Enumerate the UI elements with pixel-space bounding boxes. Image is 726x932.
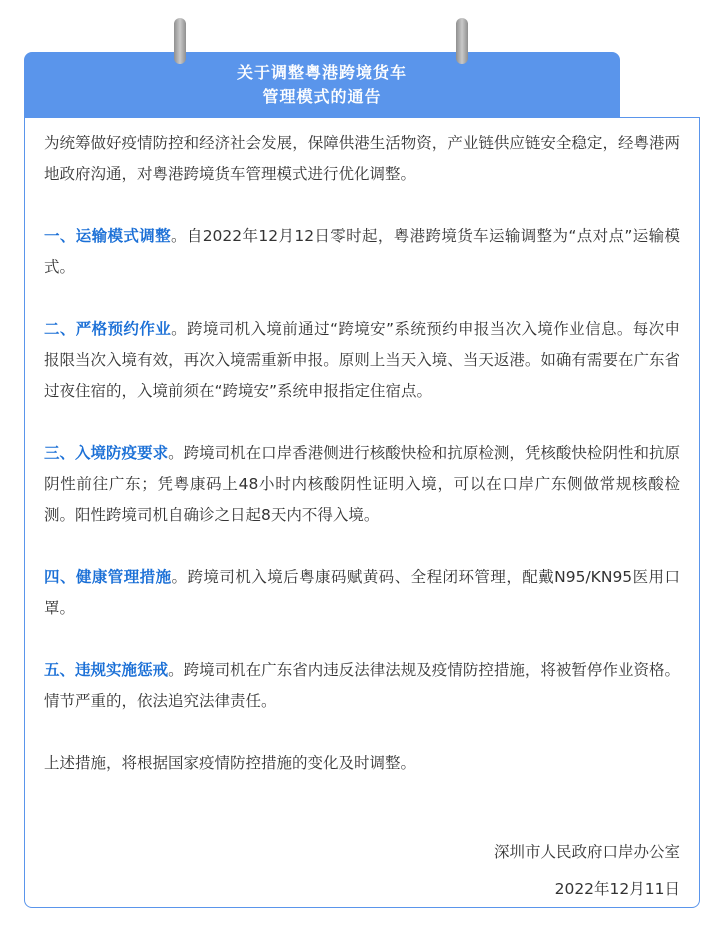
binder-clip-left	[174, 18, 186, 64]
section-text: 。自2022年12月12日零时起，粤港跨境货车运输调整为“点对点”运输模式。	[44, 227, 680, 276]
notice-title-tab	[24, 52, 620, 118]
notice-title-line-2: 管理模式的通告	[262, 87, 382, 106]
section-heading: 四、健康管理措施	[44, 568, 172, 586]
binder-clip-right	[456, 18, 468, 64]
intro-paragraph: 为统筹做好疫情防控和经济社会发展，保障供港生活物资，产业链供应链安全稳定，经粤港两地政府沟通，对粤港跨境货车管理模式进行优化调整。	[44, 134, 680, 183]
section-text: 。跨境司机在口岸香港侧进行核酸快检和抗原检测，凭核酸快检阴性和抗原阴性前往广东；凭粤康码上48小时内核酸阴性证明入境，可以在口岸广东侧做常规核酸检测。阳性跨境司机自确诊之日起8天内不得入境。	[44, 444, 680, 524]
issue-date: 2022年12月11日	[554, 880, 680, 898]
notice-title-line-1: 关于调整粤港跨境货车	[236, 63, 407, 82]
section-heading: 一、运输模式调整	[44, 227, 171, 245]
section-heading: 五、违规实施惩戒	[44, 661, 169, 679]
section-text: 。跨境司机入境前通过“跨境安”系统预约申报当次入境作业信息。每次申报限当次入境有效，再次入境需重新申报。原则上当天入境、当天返港。如确有需要在广东省过夜住宿的，入境前须在“跨境安”系统申报指定住宿点。	[44, 320, 680, 400]
issuer-name: 深圳市人民政府口岸办公室	[493, 843, 680, 861]
notice-card	[24, 117, 700, 908]
section-text: 。跨境司机在广东省内违反法律法规及疫情防控措施，将被暂停作业资格。情节严重的，依法追究法律责任。	[44, 661, 680, 710]
section-heading: 三、入境防疫要求	[44, 444, 169, 462]
closing-paragraph: 上述措施，将根据国家疫情防控措施的变化及时调整。	[44, 754, 417, 772]
section-text: 。跨境司机入境后粤康码赋黄码、全程闭环管理，配戴N95/KN95医用口罩。	[44, 568, 680, 617]
section-heading: 二、严格预约作业	[44, 320, 172, 338]
